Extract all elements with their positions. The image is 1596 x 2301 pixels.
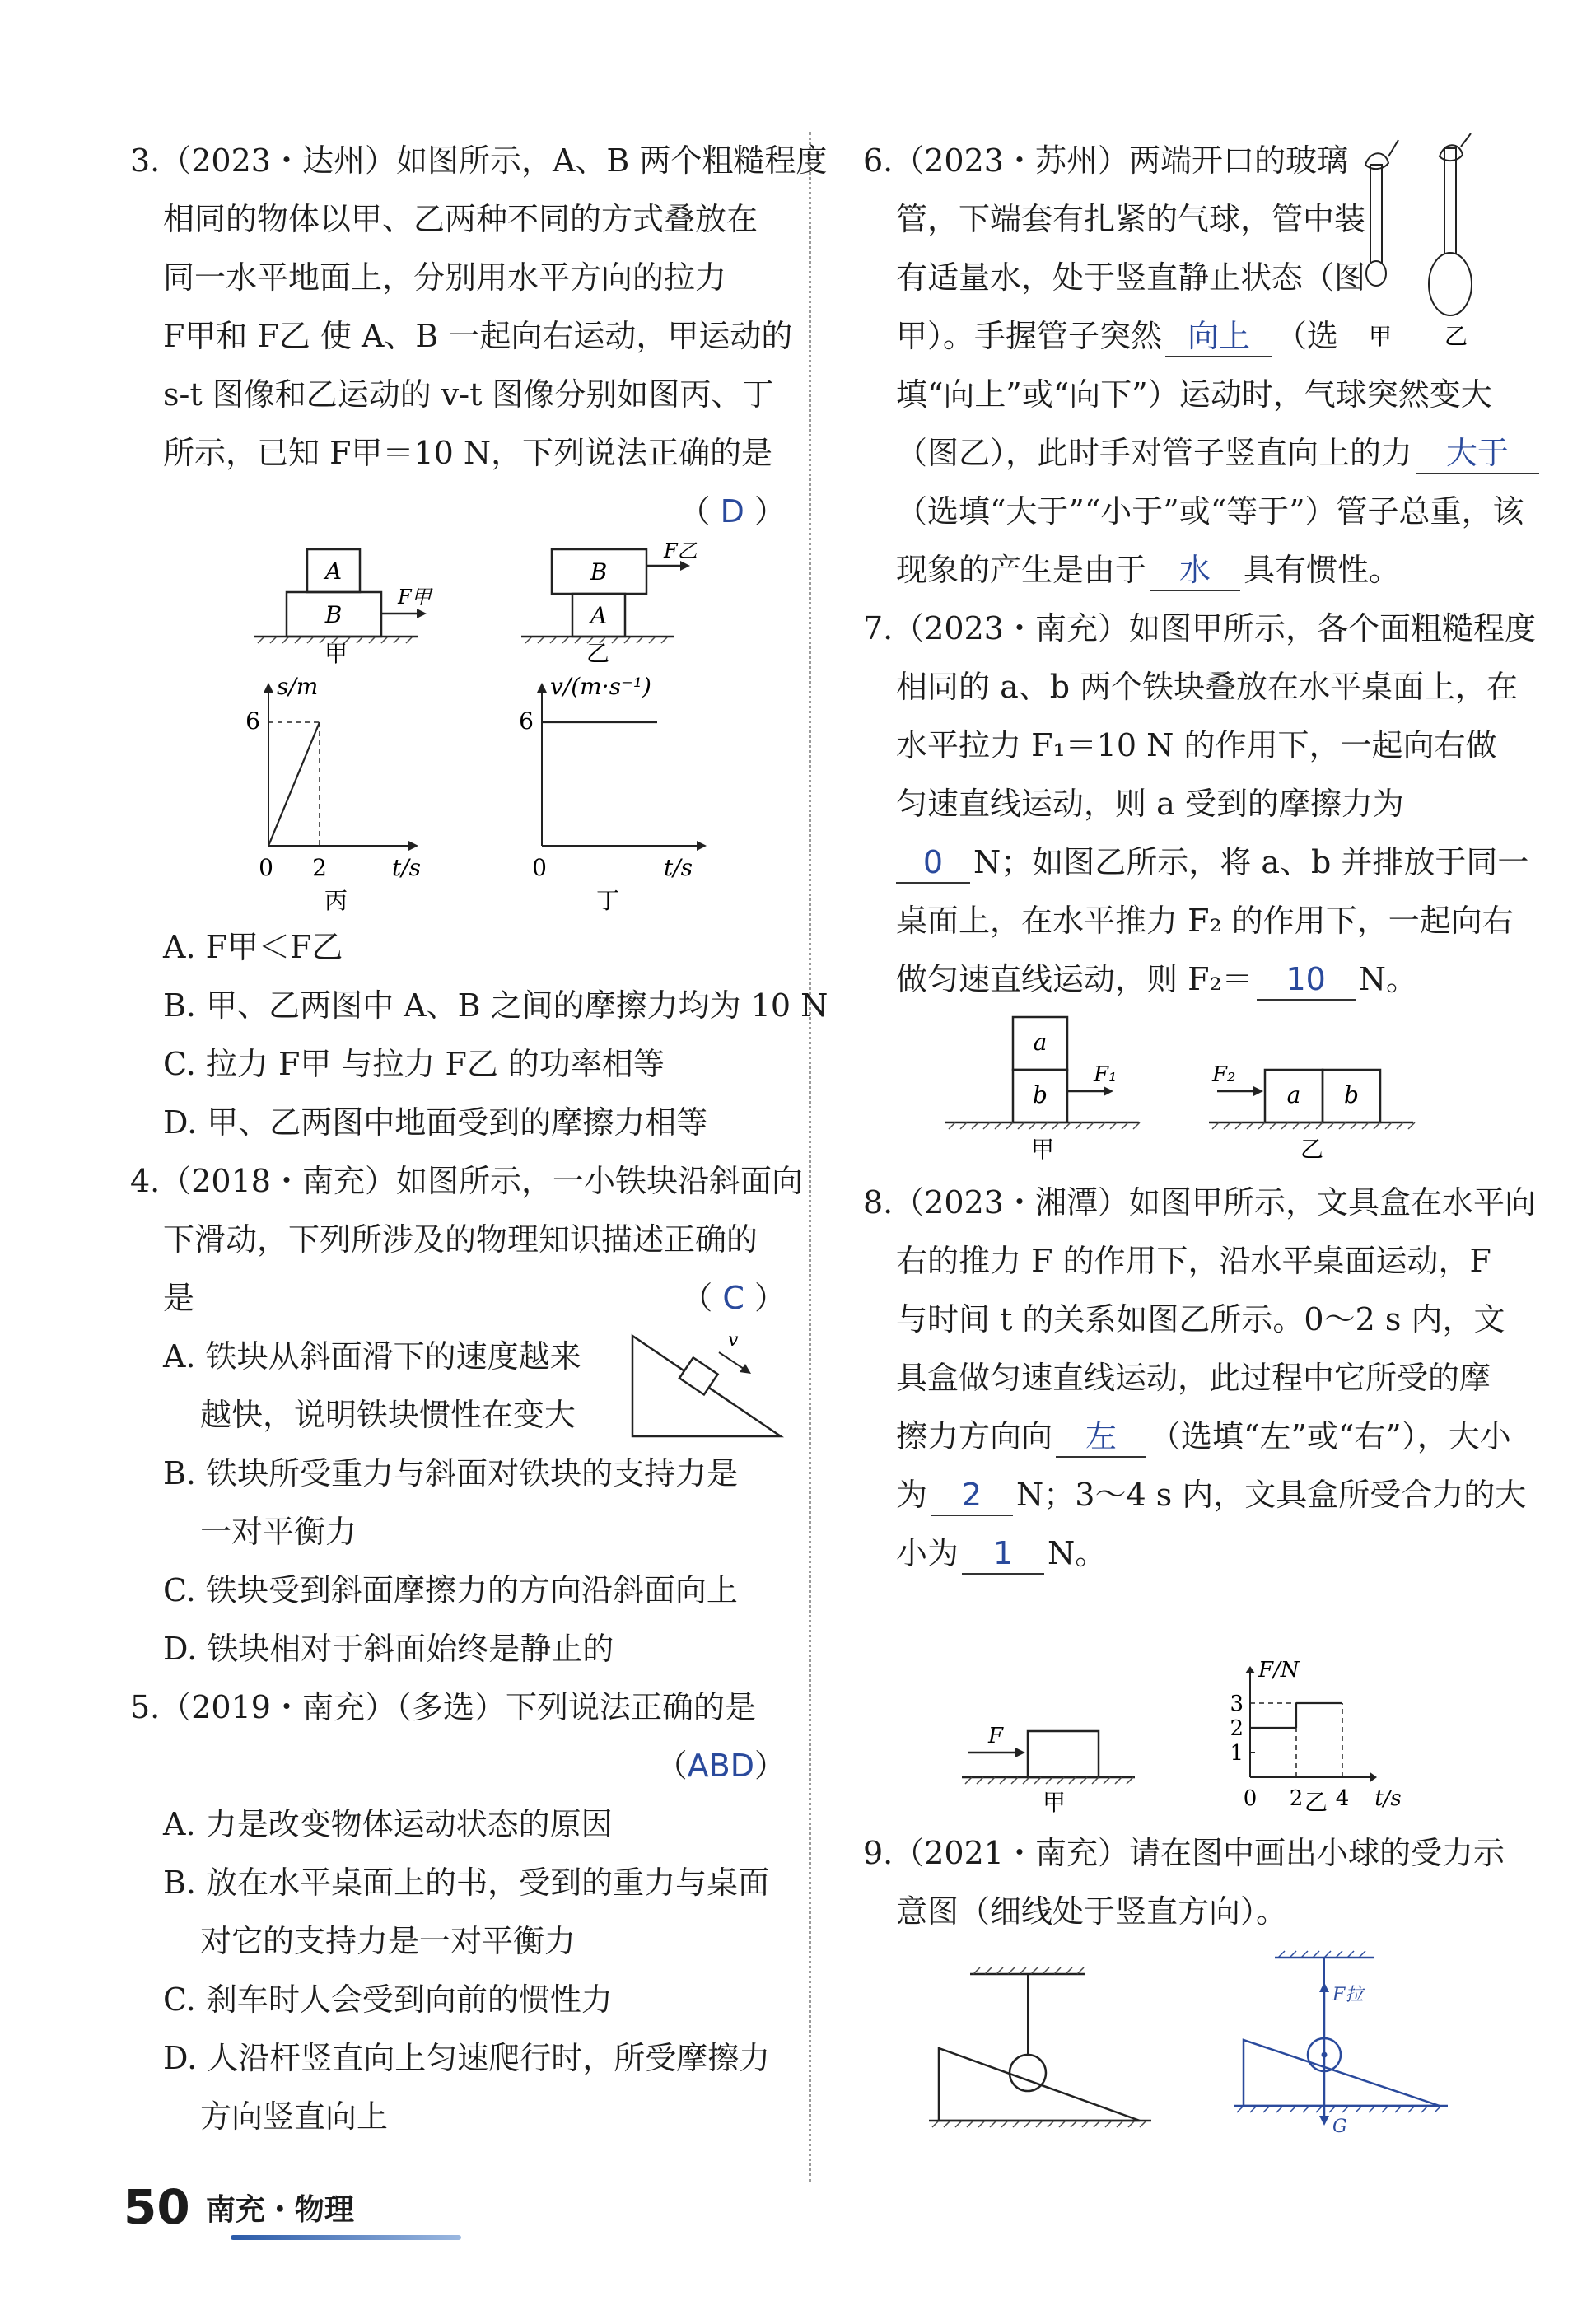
q6-text: 甲）。手握管子突然 bbox=[896, 318, 1163, 354]
q8-line: 右的推力 F 的作用下，沿水平桌面运动，F bbox=[896, 1243, 1491, 1279]
q7-text: N；如图乙所示，将 a、b 并排放于同一 bbox=[973, 844, 1529, 880]
q3-line: 所示，已知 F甲＝10 N，下列说法正确的是 bbox=[163, 435, 773, 471]
footer-decoration bbox=[231, 2235, 461, 2240]
q6-line: （选填“大于”“小于”或“等于”）管子总重，该 bbox=[896, 493, 1524, 530]
label-F: F bbox=[988, 1724, 1004, 1748]
vt-x0: 0 bbox=[532, 854, 547, 881]
q4-option-c: C. 铁块受到斜面摩擦力的方向沿斜面向上 bbox=[163, 1572, 738, 1608]
label-v: v bbox=[728, 1330, 739, 1351]
q8-blank-1: 左 bbox=[1056, 1417, 1146, 1458]
caption-jia: 甲 bbox=[1030, 1136, 1055, 1163]
caption-jia: 甲 bbox=[1042, 1789, 1066, 1816]
arrow-icon bbox=[740, 1364, 751, 1374]
q3-line: F甲和 F乙 使 A、B 一起向右运动，甲运动的 bbox=[163, 318, 793, 354]
label-F-la: F拉 bbox=[1332, 1985, 1364, 2005]
q4-option-d: D. 铁块相对于斜面始终是静止的 bbox=[163, 1631, 614, 1667]
q8-text: N；3～4 s 内，文具盒所受合力的大 bbox=[1016, 1477, 1527, 1513]
q6-text: （图乙），此时手对管子竖直向上的力 bbox=[896, 435, 1413, 471]
caption-yi: 乙 bbox=[1300, 1136, 1324, 1163]
q4-option-b: B. 铁块所受重力与斜面对铁块的支持力是 bbox=[163, 1455, 739, 1491]
q6-line: 填“向上”或“向下”）运动时，气球突然变大 bbox=[896, 376, 1492, 413]
q9-figure bbox=[863, 1941, 1497, 2147]
q8-text: 擦力方向向 bbox=[896, 1418, 1053, 1454]
st-ylabel: s/m bbox=[277, 673, 319, 700]
arrow-icon bbox=[1104, 1086, 1113, 1096]
q9-line: 9.（2021・南充）请在图中画出小球的受力示 bbox=[863, 1835, 1505, 1871]
q5-line: 5.（2019・南充）（多选）下列说法正确的是 bbox=[130, 1689, 756, 1725]
question-9 bbox=[863, 1824, 1505, 2147]
q8-y2: 2 bbox=[1230, 1716, 1244, 1741]
pencil-box bbox=[1028, 1731, 1099, 1777]
hand-icon bbox=[1365, 153, 1388, 169]
q7-line bbox=[863, 950, 1497, 1009]
q3-figure-blocks bbox=[130, 541, 789, 665]
q7-text: 做匀速直线运动，则 F₂＝ bbox=[896, 961, 1253, 997]
q6-line bbox=[863, 424, 1510, 483]
q3-figure-graphs bbox=[130, 665, 789, 885]
caption-jia: 甲 bbox=[1368, 323, 1393, 350]
q7-text: N。 bbox=[1358, 961, 1417, 997]
q6-text: 具有惯性。 bbox=[1244, 552, 1401, 588]
label-b: b bbox=[1344, 1081, 1359, 1108]
caption-ding: 丁 bbox=[595, 887, 620, 914]
q3-option-a: A. F甲＜F乙 bbox=[163, 929, 343, 965]
st-x0: 0 bbox=[259, 854, 273, 881]
balloon-large bbox=[1429, 253, 1472, 315]
page-number: 50 bbox=[124, 2179, 190, 2235]
q5-option-d: D. 人沿杆竖直向上匀速爬行时，所受摩擦力 bbox=[163, 2040, 771, 2076]
question-3 bbox=[130, 132, 828, 1152]
q8-line bbox=[863, 1466, 1527, 1524]
arrow-icon bbox=[1370, 1772, 1377, 1782]
q8-y1: 1 bbox=[1230, 1741, 1244, 1766]
q8-x0: 0 bbox=[1243, 1786, 1258, 1811]
left-column bbox=[130, 132, 828, 2146]
arrow-icon bbox=[408, 841, 418, 851]
q5-answer-bracket: （ABD） bbox=[656, 1748, 786, 1784]
q6-text: （选 bbox=[1276, 318, 1339, 354]
q8-line bbox=[863, 1407, 1511, 1466]
label-B: B bbox=[324, 601, 343, 628]
q3-option-b: B. 甲、乙两图中 A、B 之间的摩擦力均为 10 N bbox=[163, 987, 828, 1024]
q4-line: 下滑动，下列所涉及的物理知识描述正确的 bbox=[163, 1221, 758, 1258]
q4-option-a-cont: 越快，说明铁块惯性在变大 bbox=[200, 1397, 576, 1433]
question-6 bbox=[863, 132, 1524, 600]
q8-text: 为 bbox=[896, 1477, 928, 1513]
caption-bing: 丙 bbox=[324, 887, 348, 914]
q6-blank-1: 向上 bbox=[1165, 316, 1272, 357]
arrow-up-icon bbox=[1319, 1982, 1329, 1992]
q8-x4: 4 bbox=[1335, 1786, 1350, 1811]
q5-option-c: C. 刹车时人会受到向前的惯性力 bbox=[163, 1981, 613, 2018]
q6-line bbox=[863, 541, 1497, 600]
question-8 bbox=[863, 1174, 1536, 1818]
label-a: a bbox=[1033, 1029, 1048, 1056]
page-footer bbox=[124, 2179, 354, 2237]
q4-answer-bracket: （ C ） bbox=[681, 1280, 786, 1316]
label-F-yi: F乙 bbox=[664, 541, 698, 562]
q8-line: 具盒做匀速直线运动，此过程中它所受的摩 bbox=[896, 1360, 1491, 1396]
q3-line: 同一水平地面上，分别用水平方向的拉力 bbox=[163, 259, 727, 296]
q5-answer: ABD bbox=[687, 1748, 754, 1784]
q4-option-a: A. 铁块从斜面滑下的速度越来 bbox=[163, 1338, 581, 1375]
q8-xlabel: t/s bbox=[1374, 1786, 1402, 1811]
st-xlabel: t/s bbox=[392, 854, 422, 881]
q8-blank-3: 1 bbox=[962, 1533, 1044, 1575]
question-5 bbox=[130, 1678, 789, 2146]
q3-answer: D bbox=[720, 493, 744, 530]
q3-line: 相同的物体以甲、乙两种不同的方式叠放在 bbox=[163, 201, 758, 237]
q8-text: 小为 bbox=[896, 1535, 959, 1571]
q6-line: 6.（2023・苏州）两端开口的玻璃 bbox=[863, 142, 1348, 179]
q8-text: （选填“左”或“右”），大小 bbox=[1150, 1418, 1511, 1454]
label-B: B bbox=[590, 558, 608, 586]
right-column bbox=[863, 132, 1536, 2147]
q8-figure bbox=[863, 1583, 1497, 1818]
column-divider bbox=[809, 132, 811, 2182]
q8-line: 与时间 t 的关系如图乙所示。0～2 s 内，文 bbox=[896, 1301, 1505, 1337]
q5-option-a: A. 力是改变物体运动状态的原因 bbox=[163, 1806, 613, 1842]
q7-line: 7.（2023・南充）如图甲所示，各个面粗糙程度 bbox=[863, 610, 1536, 646]
caption-jia: 甲 bbox=[324, 640, 348, 665]
q5-option-b: B. 放在水平桌面上的书，受到的重力与桌面 bbox=[163, 1865, 770, 1901]
q3-option-d: D. 甲、乙两图中地面受到的摩擦力相等 bbox=[163, 1104, 708, 1141]
arrow-icon bbox=[1253, 1086, 1263, 1096]
st-line bbox=[268, 722, 320, 846]
label-G: G bbox=[1332, 2117, 1347, 2137]
q3-graph-captions bbox=[130, 885, 789, 918]
caption-yi: 乙 bbox=[586, 640, 610, 665]
q7-line: 水平拉力 F₁＝10 N 的作用下，一起向右做 bbox=[896, 727, 1497, 763]
question-7 bbox=[863, 600, 1536, 1174]
q4-answer: C bbox=[722, 1280, 744, 1316]
balloon-small bbox=[1366, 261, 1386, 286]
q8-blank-2: 2 bbox=[931, 1475, 1013, 1516]
label-F2: F₂ bbox=[1212, 1062, 1236, 1087]
footer-title: 南充・物理 bbox=[205, 2192, 354, 2227]
q8-x2: 2 bbox=[1289, 1786, 1304, 1811]
st-y6: 6 bbox=[245, 707, 260, 735]
q4-option-b-cont: 一对平衡力 bbox=[200, 1514, 357, 1550]
arrow-icon bbox=[417, 609, 427, 618]
q3-answer-bracket: （ D ） bbox=[679, 493, 786, 530]
q3-line: s-t 图像和乙运动的 v-t 图像分别如图丙、丁 bbox=[163, 376, 774, 413]
arrow-icon bbox=[264, 683, 273, 693]
q4-figure-incline bbox=[624, 1328, 789, 1445]
q7-blank-2: 10 bbox=[1257, 959, 1356, 1001]
arrow-icon bbox=[697, 841, 707, 851]
q4-option-block bbox=[130, 1328, 789, 1678]
q6-line: 管，下端套有扎紧的气球，管中装 bbox=[896, 201, 1366, 237]
q8-ylabel: F/N bbox=[1258, 1658, 1300, 1683]
q7-line: 桌面上，在水平推力 F₂ 的作用下，一起向右 bbox=[896, 903, 1514, 939]
label-F1: F₁ bbox=[1094, 1062, 1118, 1087]
label-b: b bbox=[1033, 1081, 1048, 1108]
arrow-icon bbox=[537, 683, 547, 693]
q6-text: 现象的产生是由于 bbox=[896, 552, 1147, 588]
caption-yi: 乙 bbox=[1444, 323, 1468, 350]
q6-figure-tubes bbox=[1347, 132, 1496, 354]
q7-line: 相同的 a、b 两个铁块叠放在水平桌面上，在 bbox=[896, 669, 1519, 705]
q7-line: 匀速直线运动，则 a 受到的摩擦力为 bbox=[896, 786, 1404, 822]
q8-y3: 3 bbox=[1230, 1692, 1244, 1716]
q8-text: N。 bbox=[1048, 1535, 1107, 1571]
q4-line: 是 bbox=[163, 1280, 195, 1316]
vt-xlabel: t/s bbox=[664, 854, 693, 881]
q9-line: 意图（细线处于竖直方向）。 bbox=[896, 1893, 1288, 1930]
q5-option-b-cont: 对它的支持力是一对平衡力 bbox=[200, 1923, 576, 1959]
q3-line: 3.（2023・达州）如图所示，A、B 两个粗糙程度 bbox=[130, 142, 828, 179]
label-A: A bbox=[590, 602, 608, 629]
q7-figure bbox=[863, 1009, 1497, 1174]
q9-answer-drawing bbox=[1234, 1951, 1448, 2118]
arrow-icon bbox=[1015, 1748, 1025, 1757]
q3-option-c: C. 拉力 F甲 与拉力 F乙 的功率相等 bbox=[163, 1046, 665, 1082]
caption-yi: 乙 bbox=[1304, 1789, 1328, 1816]
q6-blank-3: 水 bbox=[1150, 550, 1240, 591]
q4-last-line bbox=[130, 1269, 789, 1328]
label-a: a bbox=[1286, 1081, 1301, 1108]
question-4 bbox=[130, 1152, 803, 1678]
label-A: A bbox=[324, 558, 343, 585]
arrow-down-icon bbox=[1319, 2116, 1329, 2126]
vt-ylabel: v/(m·s⁻¹) bbox=[550, 673, 651, 700]
st-x2: 2 bbox=[312, 854, 327, 881]
vt-y6: 6 bbox=[519, 707, 534, 735]
q4-line: 4.（2018・南充）如图所示，一小铁块沿斜面向 bbox=[130, 1163, 803, 1199]
q8-line bbox=[863, 1524, 1497, 1583]
q7-blank-1: 0 bbox=[896, 842, 970, 884]
label-F-jia: F甲 bbox=[398, 586, 432, 609]
q5-option-d-cont: 方向竖直向上 bbox=[200, 2098, 389, 2135]
q6-line: 有适量水，处于竖直静止状态（图 bbox=[896, 259, 1366, 296]
q6-blank-2: 大于 bbox=[1416, 433, 1539, 474]
q7-line bbox=[863, 833, 1529, 892]
q8-line: 8.（2023・湘潭）如图甲所示，文具盒在水平向 bbox=[863, 1184, 1536, 1221]
arrow-icon bbox=[1245, 1666, 1255, 1673]
